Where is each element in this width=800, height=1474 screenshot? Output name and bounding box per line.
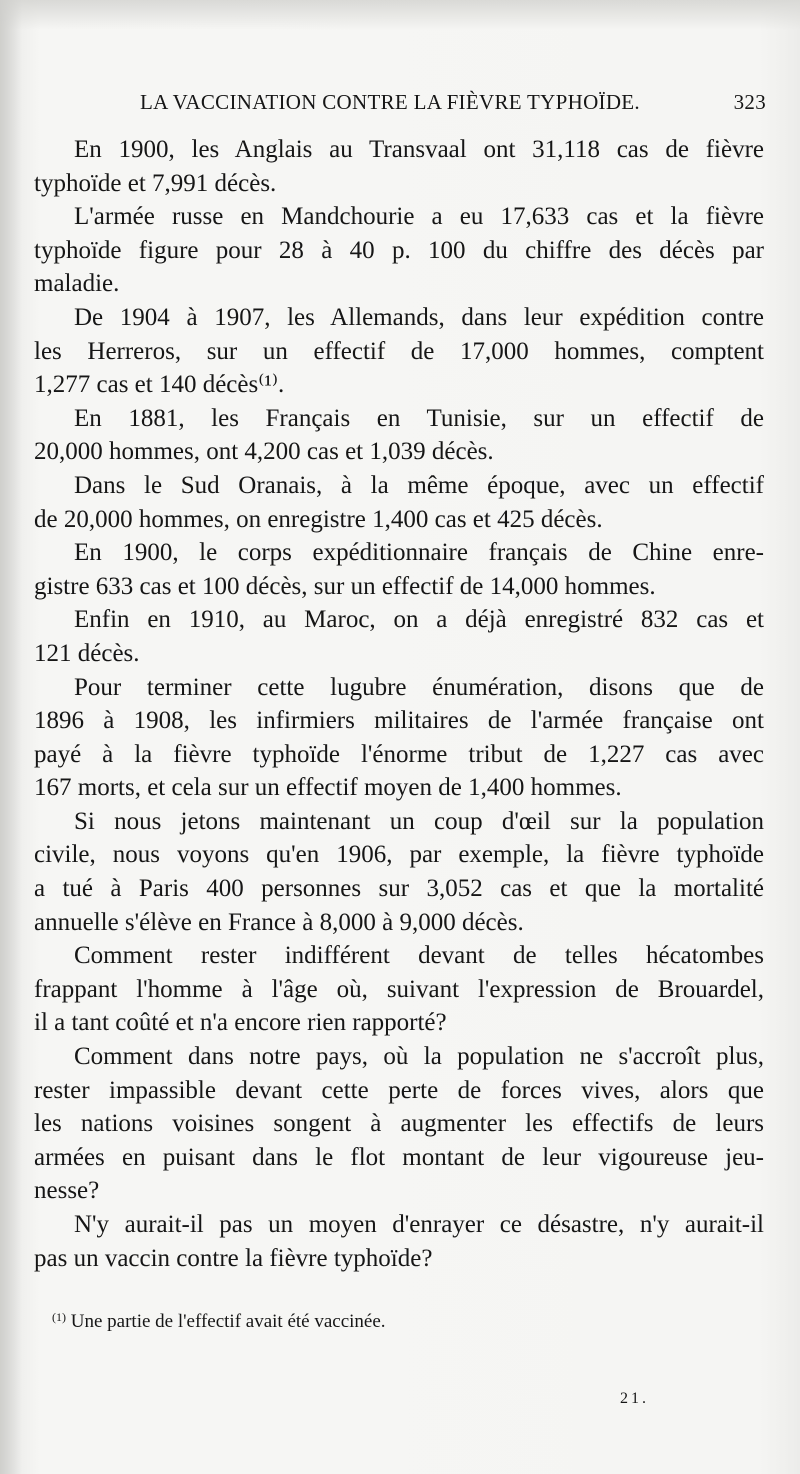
text-line: payé à la fièvre typhoïde l'énorme tribut de 1,227 cas avec bbox=[34, 740, 764, 768]
footnote bbox=[52, 1310, 752, 1333]
footnote-marker: (1) bbox=[52, 1310, 66, 1324]
text-line: N'y aurait-il pas un moyen d'enrayer ce désastre, n'y aurait-il bbox=[74, 1211, 764, 1238]
text-line: 1896 à 1908, les infirmiers militaires de l'armée française ont bbox=[34, 707, 764, 735]
signature-mark: 21. bbox=[620, 1390, 649, 1407]
text-line: nesse? bbox=[34, 1177, 100, 1205]
text-line: typhoïde figure pour 28 à 40 p. 100 du chiffre des décès par bbox=[34, 236, 764, 264]
text-line: Comment rester indifférent devant de telles hécatombes bbox=[74, 942, 764, 970]
text-line: gistre 633 cas et 100 décès, sur un effectif de 14,000 hommes. bbox=[34, 572, 656, 600]
text-line: En 1900, les Anglais au Transvaal ont 31,118 cas de fièvre bbox=[74, 136, 764, 163]
text-line: de 20,000 hommes, on enregistre 1,400 cas et 425 décès. bbox=[34, 505, 603, 533]
text-line: 167 morts, et cela sur un effectif moyen de 1,400 hommes. bbox=[34, 774, 622, 802]
text-line: 20,000 hommes, ont 4,200 cas et 1,039 décès. bbox=[34, 438, 494, 466]
text-line: les Herreros, sur un effectif de 17,000 hommes, comptent bbox=[34, 337, 764, 365]
text-line: typhoïde et 7,991 décès. bbox=[34, 169, 277, 197]
text-line: armées en puisant dans le flot montant de leur vigoureuse jeu- bbox=[34, 1143, 764, 1171]
page-number: 323 bbox=[733, 90, 766, 114]
text-line: rester impassible devant cette perte de forces vives, alors que bbox=[34, 1076, 764, 1104]
text-line: Enfin en 1910, au Maroc, on a déjà enregistré 832 cas et bbox=[74, 606, 764, 634]
text-line: Comment dans notre pays, où la population ne s'accroît plus, bbox=[74, 1043, 764, 1071]
text-line: De 1904 à 1907, les Allemands, dans leur expédition contre bbox=[74, 303, 764, 331]
text-line: Si nous jetons maintenant un coup d'œil sur la population bbox=[74, 807, 764, 835]
text-line: annuelle s'élève en France à 8,000 à 9,000 décès. bbox=[34, 908, 524, 936]
text-line: En 1900, le corps expéditionnaire français de Chine enre- bbox=[74, 539, 764, 567]
text-line: pas un vaccin contre la fièvre typhoïde? bbox=[34, 1244, 433, 1272]
text-line: Pour terminer cette lugubre énumération, disons que de bbox=[74, 673, 764, 701]
text-line: Dans le Sud Oranais, à la même époque, avec un effectif bbox=[74, 471, 764, 499]
scan-shadow-left bbox=[0, 0, 22, 1474]
text-line: il a tant coûté et n'a encore rien rapporté? bbox=[34, 1009, 447, 1037]
text-line: maladie. bbox=[34, 270, 120, 298]
running-head bbox=[140, 90, 766, 120]
text-line: les nations voisines songent à augmenter les effectifs de leurs bbox=[34, 1110, 764, 1138]
text-line: L'armée russe en Mandchourie a eu 17,633 cas et la fièvre bbox=[74, 203, 764, 231]
running-head-title: LA VACCINATION CONTRE LA FIÈVRE TYPHOÏDE. bbox=[140, 90, 640, 114]
body-text bbox=[34, 133, 764, 1275]
text-line: 121 décès. bbox=[34, 639, 140, 667]
text-line: civile, nous voyons qu'en 1906, par exemple, la fièvre typhoïde bbox=[34, 841, 764, 869]
text-line: a tué à Paris 400 personnes sur 3,052 cas et que la mortalité bbox=[34, 875, 764, 903]
text-line: frappant l'homme à l'âge où, suivant l'expression de Brouardel, bbox=[34, 975, 764, 1003]
text-line: 1,277 cas et 140 décès⁽¹⁾. bbox=[34, 371, 285, 399]
footnote-text: Une partie de l'effectif avait été vaccinée. bbox=[70, 1311, 386, 1332]
scan-shadow-top bbox=[0, 0, 800, 30]
text-line: En 1881, les Français en Tunisie, sur un effectif de bbox=[74, 404, 764, 432]
